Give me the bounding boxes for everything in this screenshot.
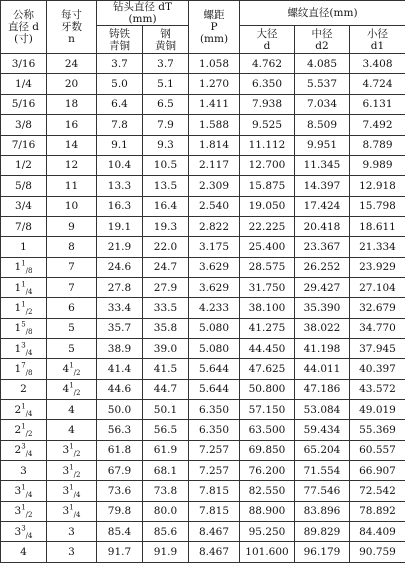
minor-diameter-cell: 34.770 <box>350 318 405 338</box>
minor-diameter-cell: 21.334 <box>350 237 405 257</box>
major-diameter-cell: 88.900 <box>240 501 295 521</box>
pitch-cell: 1.588 <box>189 115 240 135</box>
drill-cast-iron-header: 铸铁 青铜 <box>97 26 143 54</box>
nominal-diameter-cell: 2 <box>1 379 47 399</box>
major-diameter-cell: 11.112 <box>240 135 295 155</box>
minor-diameter-cell: 72.542 <box>350 481 405 501</box>
major-diameter-cell: 44.450 <box>240 338 295 358</box>
pitch-diameter-cell: 20.418 <box>295 216 350 236</box>
pitch-cell: 7.257 <box>189 461 240 481</box>
major-diameter-cell: 47.625 <box>240 359 295 379</box>
pitch-cell: 1.270 <box>189 74 240 94</box>
pitch-diameter-cell: 65.204 <box>295 440 350 460</box>
drill-steel-cell: 9.3 <box>143 135 189 155</box>
drill-cast-cell: 10.4 <box>97 155 143 175</box>
drill-cast-cell: 35.7 <box>97 318 143 338</box>
major-diameter-cell: 28.575 <box>240 257 295 277</box>
tpi-cell: 18 <box>47 94 97 114</box>
pitch-diameter-cell: 23.367 <box>295 237 350 257</box>
tpi-cell: 24 <box>47 54 97 74</box>
pitch-diameter-cell: 17.424 <box>295 196 350 216</box>
drill-cast-cell: 13.3 <box>97 176 143 196</box>
pitch-diameter-cell: 11.345 <box>295 155 350 175</box>
major-diameter-cell: 101.600 <box>240 542 295 562</box>
nominal-diameter-cell: $1^7_{/8}$ <box>1 359 47 379</box>
table-row <box>1 94 405 114</box>
drill-steel-cell: 35.8 <box>143 318 189 338</box>
pitch-cell: 6.350 <box>189 399 240 419</box>
drill-steel-cell: 91.9 <box>143 542 189 562</box>
pitch-diameter-cell: 41.198 <box>295 338 350 358</box>
major-diameter-cell: 57.150 <box>240 399 295 419</box>
tpi-cell: 6 <box>47 298 97 318</box>
pitch-diameter-cell: 26.252 <box>295 257 350 277</box>
tpi-cell: 3 <box>47 542 97 562</box>
minor-diameter-cell: 4.724 <box>350 74 405 94</box>
major-diameter-cell: 82.550 <box>240 481 295 501</box>
drill-cast-cell: 9.1 <box>97 135 143 155</box>
drill-steel-cell: 41.5 <box>143 359 189 379</box>
drill-steel-cell: 50.1 <box>143 399 189 419</box>
pitch-diameter-cell: 59.434 <box>295 420 350 440</box>
tpi-cell: 3 <box>47 522 97 542</box>
drill-cast-cell: 7.8 <box>97 115 143 135</box>
major-diameter-cell: 95.250 <box>240 522 295 542</box>
pitch-diameter-cell: 96.179 <box>295 542 350 562</box>
table-row <box>1 318 405 338</box>
pitch-cell: 5.080 <box>189 318 240 338</box>
tpi-cell: 20 <box>47 74 97 94</box>
pitch-cell: 7.257 <box>189 440 240 460</box>
nominal-diameter-cell: $3^1_{/4}$ <box>1 481 47 501</box>
thread-diameter-header: 螺纹直径(mm) <box>240 1 405 26</box>
drill-steel-cell: 44.7 <box>143 379 189 399</box>
drill-steel-cell: 68.1 <box>143 461 189 481</box>
tpi-cell: $4^1_{/2}$ <box>47 379 97 399</box>
drill-steel-cell: 6.5 <box>143 94 189 114</box>
pitch-diameter-cell: 77.546 <box>295 481 350 501</box>
tpi-cell: 5 <box>47 318 97 338</box>
drill-cast-cell: 41.4 <box>97 359 143 379</box>
drill-steel-cell: 33.5 <box>143 298 189 318</box>
minor-diameter-header: 小径 d1 <box>350 26 405 54</box>
table-row <box>1 379 405 399</box>
major-diameter-cell: 25.400 <box>240 237 295 257</box>
tpi-cell: 9 <box>47 216 97 236</box>
minor-diameter-cell: 23.929 <box>350 257 405 277</box>
drill-cast-cell: 91.7 <box>97 542 143 562</box>
nominal-diameter-cell: $1^1_{/4}$ <box>1 277 47 297</box>
drill-cast-cell: 27.8 <box>97 277 143 297</box>
nominal-diameter-cell: 5/8 <box>1 176 47 196</box>
drill-cast-cell: 33.4 <box>97 298 143 318</box>
minor-diameter-cell: 27.104 <box>350 277 405 297</box>
drill-cast-cell: 24.6 <box>97 257 143 277</box>
drill-cast-cell: 19.1 <box>97 216 143 236</box>
drill-steel-cell: 22.0 <box>143 237 189 257</box>
nominal-diameter-cell: 5/16 <box>1 94 47 114</box>
major-diameter-cell: 38.100 <box>240 298 295 318</box>
pitch-diameter-cell: 8.509 <box>295 115 350 135</box>
nominal-diameter-cell: $1^3_{/4}$ <box>1 338 47 358</box>
drill-steel-cell: 85.6 <box>143 522 189 542</box>
nominal-diameter-cell: $2^1_{/2}$ <box>1 420 47 440</box>
major-diameter-cell: 9.525 <box>240 115 295 135</box>
drill-diameter-header: 钻头直径 dT (mm) <box>97 1 189 26</box>
nominal-diameter-cell: $3^1_{/2}$ <box>1 501 47 521</box>
pitch-cell: 5.644 <box>189 379 240 399</box>
pitch-cell: 2.540 <box>189 196 240 216</box>
pitch-cell: 5.644 <box>189 359 240 379</box>
nominal-diameter-cell: 7/16 <box>1 135 47 155</box>
pitch-cell: 7.815 <box>189 481 240 501</box>
pitch-diameter-cell: 44.011 <box>295 359 350 379</box>
minor-diameter-cell: 40.397 <box>350 359 405 379</box>
pitch-cell: 5.080 <box>189 338 240 358</box>
major-diameter-cell: 4.762 <box>240 54 295 74</box>
major-diameter-cell: 31.750 <box>240 277 295 297</box>
minor-diameter-cell: 12.918 <box>350 176 405 196</box>
table-row <box>1 74 405 94</box>
drill-cast-cell: 21.9 <box>97 237 143 257</box>
tpi-cell: 11 <box>47 176 97 196</box>
minor-diameter-cell: 43.572 <box>350 379 405 399</box>
tpi-cell: $4^1_{/2}$ <box>47 359 97 379</box>
table-row <box>1 237 405 257</box>
nominal-diameter-cell: $1^1_{/8}$ <box>1 257 47 277</box>
tpi-cell: 16 <box>47 115 97 135</box>
pitch-cell: 3.629 <box>189 257 240 277</box>
drill-steel-cell: 5.1 <box>143 74 189 94</box>
minor-diameter-cell: 55.369 <box>350 420 405 440</box>
table-row <box>1 298 405 318</box>
minor-diameter-cell: 9.989 <box>350 155 405 175</box>
table-row <box>1 399 405 419</box>
drill-steel-cell: 73.8 <box>143 481 189 501</box>
pitch-diameter-cell: 89.829 <box>295 522 350 542</box>
nominal-diameter-cell: $2^1_{/4}$ <box>1 399 47 419</box>
minor-diameter-cell: 84.409 <box>350 522 405 542</box>
nominal-diameter-cell: $3^3_{/4}$ <box>1 522 47 542</box>
minor-diameter-cell: 15.798 <box>350 196 405 216</box>
drill-steel-cell: 10.5 <box>143 155 189 175</box>
major-diameter-cell: 12.700 <box>240 155 295 175</box>
minor-diameter-cell: 60.557 <box>350 440 405 460</box>
pitch-diameter-cell: 83.896 <box>295 501 350 521</box>
pitch-diameter-cell: 35.390 <box>295 298 350 318</box>
pitch-diameter-cell: 29.427 <box>295 277 350 297</box>
tpi-cell: 4 <box>47 399 97 419</box>
drill-steel-header: 钢 黄铜 <box>143 26 189 54</box>
drill-cast-cell: 38.9 <box>97 338 143 358</box>
pitch-cell: 7.815 <box>189 501 240 521</box>
pitch-cell: 8.467 <box>189 542 240 562</box>
minor-diameter-cell: 49.019 <box>350 399 405 419</box>
drill-steel-cell: 19.3 <box>143 216 189 236</box>
tpi-cell: 4 <box>47 420 97 440</box>
pitch-cell: 1.058 <box>189 54 240 74</box>
drill-steel-cell: 16.4 <box>143 196 189 216</box>
table-row <box>1 522 405 542</box>
drill-steel-cell: 13.5 <box>143 176 189 196</box>
major-diameter-cell: 63.500 <box>240 420 295 440</box>
tpi-cell: 12 <box>47 155 97 175</box>
pitch-diameter-cell: 4.085 <box>295 54 350 74</box>
major-diameter-cell: 76.200 <box>240 461 295 481</box>
nominal-diameter-cell: 1/4 <box>1 74 47 94</box>
minor-diameter-cell: 37.945 <box>350 338 405 358</box>
tpi-cell: 8 <box>47 237 97 257</box>
pitch-diameter-cell: 14.397 <box>295 176 350 196</box>
major-diameter-cell: 22.225 <box>240 216 295 236</box>
drill-steel-cell: 27.9 <box>143 277 189 297</box>
drill-cast-cell: 73.6 <box>97 481 143 501</box>
drill-steel-cell: 3.7 <box>143 54 189 74</box>
nominal-diameter-header: 公称 直径 d (寸) <box>1 1 47 54</box>
table-row <box>1 481 405 501</box>
nominal-diameter-cell: 1/2 <box>1 155 47 175</box>
drill-cast-cell: 44.6 <box>97 379 143 399</box>
tpi-cell: $3^1_{/2}$ <box>47 440 97 460</box>
table-row <box>1 155 405 175</box>
major-diameter-header: 大径 d <box>240 26 295 54</box>
tpi-cell: 14 <box>47 135 97 155</box>
pitch-cell: 3.629 <box>189 277 240 297</box>
pitch-cell: 3.175 <box>189 237 240 257</box>
tpi-cell: 10 <box>47 196 97 216</box>
pitch-cell: 2.117 <box>189 155 240 175</box>
table-row <box>1 338 405 358</box>
pitch-cell: 2.309 <box>189 176 240 196</box>
minor-diameter-cell: 78.892 <box>350 501 405 521</box>
drill-cast-cell: 50.0 <box>97 399 143 419</box>
minor-diameter-cell: 66.907 <box>350 461 405 481</box>
minor-diameter-cell: 6.131 <box>350 94 405 114</box>
table-row <box>1 501 405 521</box>
drill-cast-cell: 61.8 <box>97 440 143 460</box>
pitch-cell: 6.350 <box>189 420 240 440</box>
pitch-cell: 2.822 <box>189 216 240 236</box>
table-row <box>1 277 405 297</box>
nominal-diameter-cell: 1 <box>1 237 47 257</box>
tpi-cell: $3^1_{/4}$ <box>47 481 97 501</box>
pitch-diameter-header: 中径 d2 <box>295 26 350 54</box>
pitch-diameter-cell: 71.554 <box>295 461 350 481</box>
nominal-diameter-cell: 3/8 <box>1 115 47 135</box>
pitch-diameter-cell: 53.084 <box>295 399 350 419</box>
major-diameter-cell: 6.350 <box>240 74 295 94</box>
drill-steel-cell: 39.0 <box>143 338 189 358</box>
drill-cast-cell: 56.3 <box>97 420 143 440</box>
threads-per-inch-header: 每寸 牙数 n <box>47 1 97 54</box>
minor-diameter-cell: 8.789 <box>350 135 405 155</box>
drill-cast-cell: 85.4 <box>97 522 143 542</box>
major-diameter-cell: 41.275 <box>240 318 295 338</box>
pitch-cell: 8.467 <box>189 522 240 542</box>
minor-diameter-cell: 3.408 <box>350 54 405 74</box>
drill-steel-cell: 24.7 <box>143 257 189 277</box>
table-body <box>1 54 405 563</box>
pitch-diameter-cell: 7.034 <box>295 94 350 114</box>
drill-cast-cell: 79.8 <box>97 501 143 521</box>
drill-steel-cell: 80.0 <box>143 501 189 521</box>
tpi-cell: 5 <box>47 338 97 358</box>
pitch-cell: 4.233 <box>189 298 240 318</box>
pitch-header: 螺距 P (mm) <box>189 1 240 54</box>
drill-cast-cell: 6.4 <box>97 94 143 114</box>
drill-steel-cell: 56.5 <box>143 420 189 440</box>
major-diameter-cell: 15.875 <box>240 176 295 196</box>
minor-diameter-cell: 32.679 <box>350 298 405 318</box>
table-row <box>1 440 405 460</box>
drill-cast-cell: 67.9 <box>97 461 143 481</box>
nominal-diameter-cell: 3/4 <box>1 196 47 216</box>
pitch-cell: 1.411 <box>189 94 240 114</box>
table-row <box>1 216 405 236</box>
nominal-diameter-cell: 7/8 <box>1 216 47 236</box>
drill-cast-cell: 3.7 <box>97 54 143 74</box>
pitch-diameter-cell: 47.186 <box>295 379 350 399</box>
table-row <box>1 135 405 155</box>
nominal-diameter-cell: 3 <box>1 461 47 481</box>
drill-cast-cell: 5.0 <box>97 74 143 94</box>
nominal-diameter-cell: $1^1_{/2}$ <box>1 298 47 318</box>
drill-steel-cell: 61.9 <box>143 440 189 460</box>
nominal-diameter-cell: $2^3_{/4}$ <box>1 440 47 460</box>
minor-diameter-cell: 90.759 <box>350 542 405 562</box>
table-row <box>1 257 405 277</box>
pitch-diameter-cell: 38.022 <box>295 318 350 338</box>
major-diameter-cell: 69.850 <box>240 440 295 460</box>
drill-cast-cell: 16.3 <box>97 196 143 216</box>
tpi-cell: $3^1_{/2}$ <box>47 461 97 481</box>
table-row <box>1 461 405 481</box>
table-row <box>1 115 405 135</box>
tpi-cell: 7 <box>47 257 97 277</box>
table-row <box>1 54 405 74</box>
tpi-cell: $3^1_{/4}$ <box>47 501 97 521</box>
pitch-diameter-cell: 9.951 <box>295 135 350 155</box>
nominal-diameter-cell: 3/16 <box>1 54 47 74</box>
major-diameter-cell: 50.800 <box>240 379 295 399</box>
nominal-diameter-cell: $1^5_{/8}$ <box>1 318 47 338</box>
table-row <box>1 196 405 216</box>
minor-diameter-cell: 7.492 <box>350 115 405 135</box>
table-row <box>1 542 405 562</box>
table-row <box>1 176 405 196</box>
table-row <box>1 359 405 379</box>
major-diameter-cell: 19.050 <box>240 196 295 216</box>
major-diameter-cell: 7.938 <box>240 94 295 114</box>
minor-diameter-cell: 18.611 <box>350 216 405 236</box>
pitch-cell: 1.814 <box>189 135 240 155</box>
tpi-cell: 7 <box>47 277 97 297</box>
nominal-diameter-cell: 4 <box>1 542 47 562</box>
table-row <box>1 420 405 440</box>
drill-steel-cell: 7.9 <box>143 115 189 135</box>
pitch-diameter-cell: 5.537 <box>295 74 350 94</box>
